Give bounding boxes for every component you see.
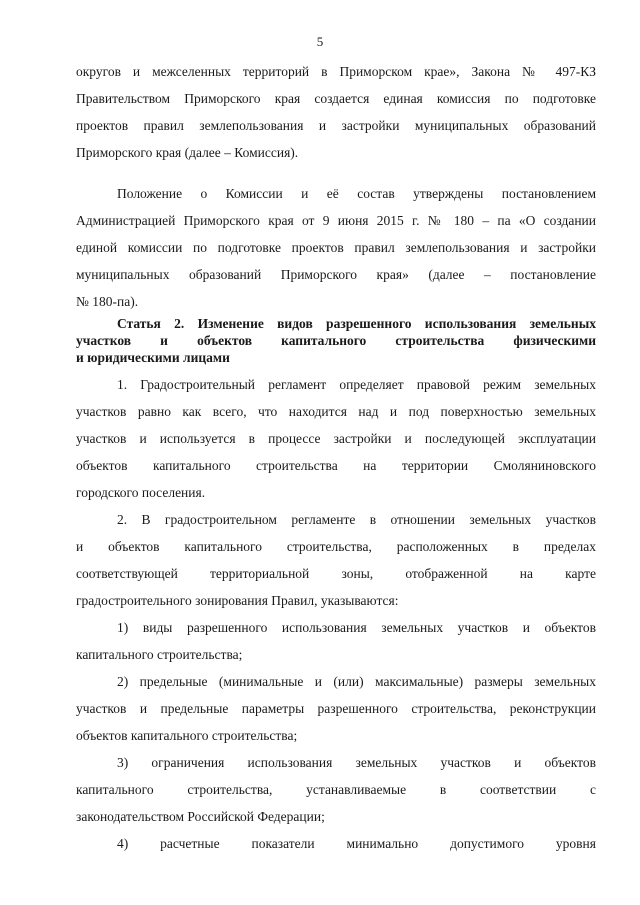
text-line: соответствующей территориальной зоны, отображенной на карте (76, 566, 596, 581)
text-line: градостроительного зонирования Правил, указываются: (76, 593, 399, 608)
list-item-line: капитального строительства; (76, 647, 243, 662)
list-item-line: 1) виды разрешенного использования земельных участков и объектов (117, 620, 596, 635)
text-line: городского поселения. (76, 485, 206, 500)
list-item-line: 3) ограничения использования земельных участков и объектов (117, 755, 596, 770)
text-line: 2. В градостроительном регламенте в отношении земельных участков (117, 512, 596, 527)
list-item-line: капитального строительства, устанавливаемые в соответствии с (76, 782, 596, 797)
text-line: единой комиссии по подготовке проектов правил землепользования и застройки (76, 240, 596, 255)
text-line: Приморского края (далее – Комиссия). (76, 145, 299, 160)
text-line: Администрацией Приморского края от 9 июня 2015 г. № 180 – па «О создании (76, 213, 596, 228)
list-item-line: участков и предельные параметры разрешенного строительства, реконструкции (76, 701, 596, 716)
text-line: объектов капитального строительства на территории Смоляниновского (76, 458, 596, 473)
text-line: Правительством Приморского края создается единая комиссия по подготовке (76, 91, 596, 106)
article-heading-line: участков и объектов капитального строительства физическими (76, 333, 596, 348)
text-line: участков и используется в процессе застройки и последующей эксплуатации (76, 431, 596, 446)
text-line: проектов правил землепользования и застройки муниципальных образований (76, 118, 596, 133)
page-number: 5 (316, 34, 324, 49)
text-line: муниципальных образований Приморского края» (далее – постановление (76, 267, 596, 282)
article-heading-line: Статья 2. Изменение видов разрешенного использования земельных (117, 316, 596, 331)
article-heading-line: и юридическими лицами (76, 350, 230, 365)
text-line: и объектов капитального строительства, расположенных в пределах (76, 539, 596, 554)
text-line: № 180-па). (76, 294, 139, 309)
list-item-line: 2) предельные (минимальные и (или) максимальные) размеры земельных (117, 674, 596, 689)
text-line: участков равно как всего, что находится над и под поверхностью земельных (76, 404, 596, 419)
text-line: округов и межселенных территорий в Приморском крае», Закона № 497-КЗ (76, 64, 596, 79)
list-item-line: объектов капитального строительства; (76, 728, 298, 743)
list-item-line: 4) расчетные показатели минимально допустимого уровня (117, 836, 596, 851)
list-item-line: законодательством Российской Федерации; (76, 809, 325, 824)
text-line: 1. Градостроительный регламент определяет правовой режим земельных (117, 377, 596, 392)
text-line: Положение о Комиссии и её состав утверждены постановлением (117, 186, 596, 201)
